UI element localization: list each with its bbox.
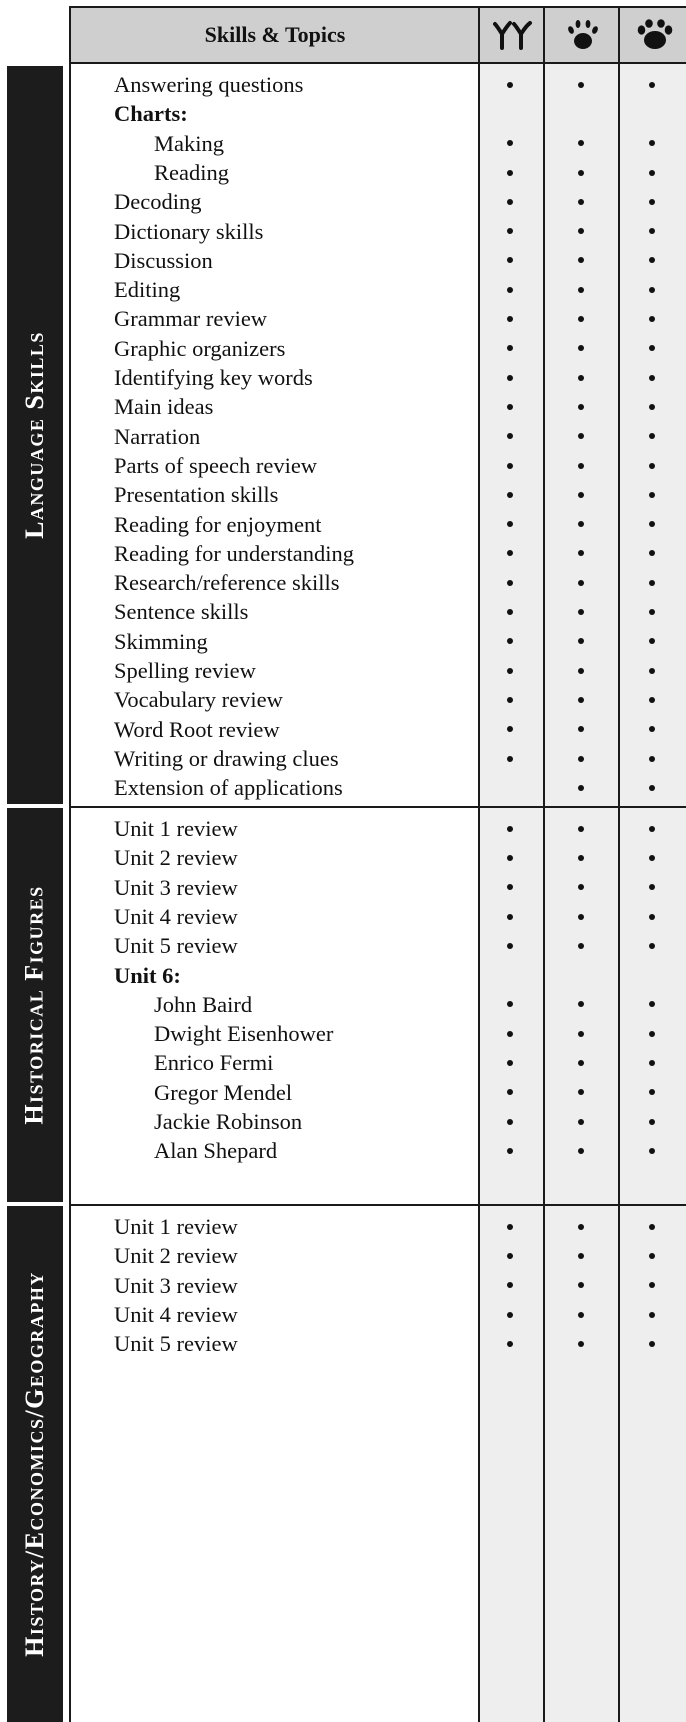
check-dot — [578, 756, 584, 762]
skill-row-label: Alan Shepard — [154, 1138, 278, 1164]
check-dot — [649, 914, 655, 920]
check-dot — [507, 697, 513, 703]
check-dot — [507, 82, 513, 88]
skill-row-label: Gregor Mendel — [154, 1079, 293, 1105]
subheading: Charts: — [114, 101, 188, 127]
skill-row-label: Enrico Fermi — [154, 1050, 274, 1076]
check-dot — [507, 199, 513, 205]
skill-row-label: Reading for understanding — [114, 540, 354, 566]
skill-row-label: Word Root review — [114, 716, 280, 742]
check-dot — [507, 609, 513, 615]
check-dot — [578, 375, 584, 381]
check-dot — [578, 170, 584, 176]
skill-row-label: Graphic organizers — [114, 335, 286, 361]
small-paw-print-icon — [546, 8, 619, 62]
check-dot — [649, 170, 655, 176]
check-dot — [507, 1253, 513, 1259]
subheading: Unit 6: — [114, 962, 181, 988]
check-dot — [649, 1341, 655, 1347]
check-dot — [507, 756, 513, 762]
check-dot — [507, 170, 513, 176]
check-dot — [507, 463, 513, 469]
check-dot — [507, 375, 513, 381]
column-2-background — [545, 64, 618, 1722]
check-dot — [578, 580, 584, 586]
skill-row-label: Unit 4 review — [114, 903, 238, 929]
check-dot — [507, 1031, 513, 1037]
skill-row-label: Parts of speech review — [114, 452, 318, 478]
check-dot — [578, 199, 584, 205]
skills-topics-heading: Skills & Topics — [204, 22, 346, 47]
check-dot — [578, 668, 584, 674]
skill-row-label: Unit 1 review — [114, 1214, 238, 1239]
sprout-icon — [481, 8, 544, 62]
check-dot — [649, 463, 655, 469]
check-dot — [507, 580, 513, 586]
skill-row-label: Spelling review — [114, 658, 256, 683]
check-dot — [649, 855, 655, 861]
check-dot — [507, 1312, 513, 1318]
skill-row-label: Unit 5 review — [114, 1331, 238, 1357]
column-3-background — [620, 64, 686, 1722]
check-dot — [649, 1253, 655, 1259]
skill-row-label: Editing — [114, 277, 181, 303]
check-dot — [649, 492, 655, 498]
check-dot — [507, 1119, 513, 1125]
check-dot — [649, 1060, 655, 1066]
skill-row-label: Sentence skills — [114, 599, 249, 625]
skill-row-label: Discussion — [114, 247, 213, 273]
check-dot — [578, 1312, 584, 1318]
section-divider-2 — [69, 1204, 686, 1206]
check-dot — [649, 668, 655, 674]
check-dot — [649, 943, 655, 949]
skill-row-label: Main ideas — [114, 394, 214, 420]
check-dot — [507, 855, 513, 861]
check-dot — [649, 609, 655, 615]
skill-row-label: Jackie Robinson — [154, 1109, 303, 1134]
check-dot — [507, 316, 513, 322]
check-dot — [507, 1148, 513, 1154]
check-dot — [649, 1148, 655, 1154]
check-dot — [507, 287, 513, 293]
skill-row-label: Unit 1 review — [114, 816, 238, 841]
skill-row-label: Unit 3 review — [114, 1272, 238, 1298]
skill-row-label: Dwight Eisenhower — [154, 1021, 334, 1047]
skill-row-label: Extension of applications — [114, 775, 343, 801]
column-divider-4 — [618, 6, 620, 1722]
skill-row-label: Vocabulary review — [114, 687, 283, 713]
skill-row-label: Grammar review — [114, 306, 268, 332]
check-dot — [649, 826, 655, 832]
skill-row-label: Reading for enjoyment — [114, 511, 322, 537]
check-dot — [649, 580, 655, 586]
check-dot — [578, 463, 584, 469]
check-dot — [578, 1060, 584, 1066]
check-dot — [578, 785, 584, 791]
skill-row-label: Identifying key words — [114, 365, 313, 390]
column-1-background — [480, 64, 543, 1722]
section-divider-1 — [69, 806, 686, 808]
skill-row-label: Unit 2 review — [114, 1243, 238, 1269]
check-dot — [649, 82, 655, 88]
skill-row-label: John Baird — [154, 991, 253, 1017]
skill-row-label: Decoding — [114, 189, 202, 215]
skill-row-label: Narration — [114, 423, 201, 449]
check-dot — [578, 1148, 584, 1154]
check-dot — [578, 287, 584, 293]
check-dot — [578, 697, 584, 703]
section-label-history-economics-geography: History/Economics/Geography — [7, 1206, 63, 1722]
check-dot — [578, 492, 584, 498]
check-dot — [578, 826, 584, 832]
skill-row-label: Making — [154, 130, 224, 156]
check-dot — [507, 914, 513, 920]
check-dot — [507, 404, 513, 410]
section-label-historical-figures: Historical Figures — [7, 808, 63, 1202]
check-dot — [578, 1341, 584, 1347]
check-dot — [649, 1031, 655, 1037]
check-dot — [578, 316, 584, 322]
check-dot — [649, 785, 655, 791]
section-label-language-skills: Language Skills — [7, 66, 63, 804]
check-dot — [507, 1341, 513, 1347]
check-dot — [649, 1312, 655, 1318]
check-dot — [649, 697, 655, 703]
check-dot — [649, 287, 655, 293]
check-dot — [578, 1224, 584, 1230]
check-dot — [578, 1253, 584, 1259]
skill-row-label: Unit 2 review — [114, 845, 238, 871]
skill-row-label: Reading — [154, 159, 229, 185]
skill-row-label: Answering questions — [114, 72, 304, 97]
check-dot — [507, 668, 513, 674]
check-dot — [578, 855, 584, 861]
check-dot — [578, 914, 584, 920]
check-dot — [578, 1031, 584, 1037]
check-dot — [507, 1224, 513, 1230]
skill-row-label: Unit 3 review — [114, 874, 238, 900]
check-dot — [507, 943, 513, 949]
skill-row-label: Presentation skills — [114, 482, 279, 508]
large-paw-print-icon — [621, 8, 686, 62]
skill-row-label: Skimming — [114, 628, 208, 654]
column-divider-3 — [543, 6, 545, 1722]
check-dot — [507, 1060, 513, 1066]
skill-row-label: Unit 4 review — [114, 1301, 238, 1327]
check-dot — [578, 404, 584, 410]
column-divider-1 — [69, 6, 71, 1722]
skill-row-label: Writing or drawing clues — [114, 745, 339, 771]
check-dot — [649, 375, 655, 381]
check-dot — [507, 492, 513, 498]
check-dot — [507, 826, 513, 832]
skill-row-label: Unit 5 review — [114, 933, 238, 959]
skill-row-label: Dictionary skills — [114, 218, 264, 244]
check-dot — [649, 756, 655, 762]
skill-row-label: Research/reference skills — [114, 570, 340, 596]
check-dot — [649, 1224, 655, 1230]
table-header — [69, 6, 686, 64]
check-dot — [649, 1119, 655, 1125]
check-dot — [578, 82, 584, 88]
check-dot — [578, 1119, 584, 1125]
check-dot — [578, 943, 584, 949]
column-divider-2 — [478, 6, 480, 1722]
check-dot — [649, 316, 655, 322]
check-dot — [649, 404, 655, 410]
check-dot — [578, 609, 584, 615]
check-dot — [649, 199, 655, 205]
